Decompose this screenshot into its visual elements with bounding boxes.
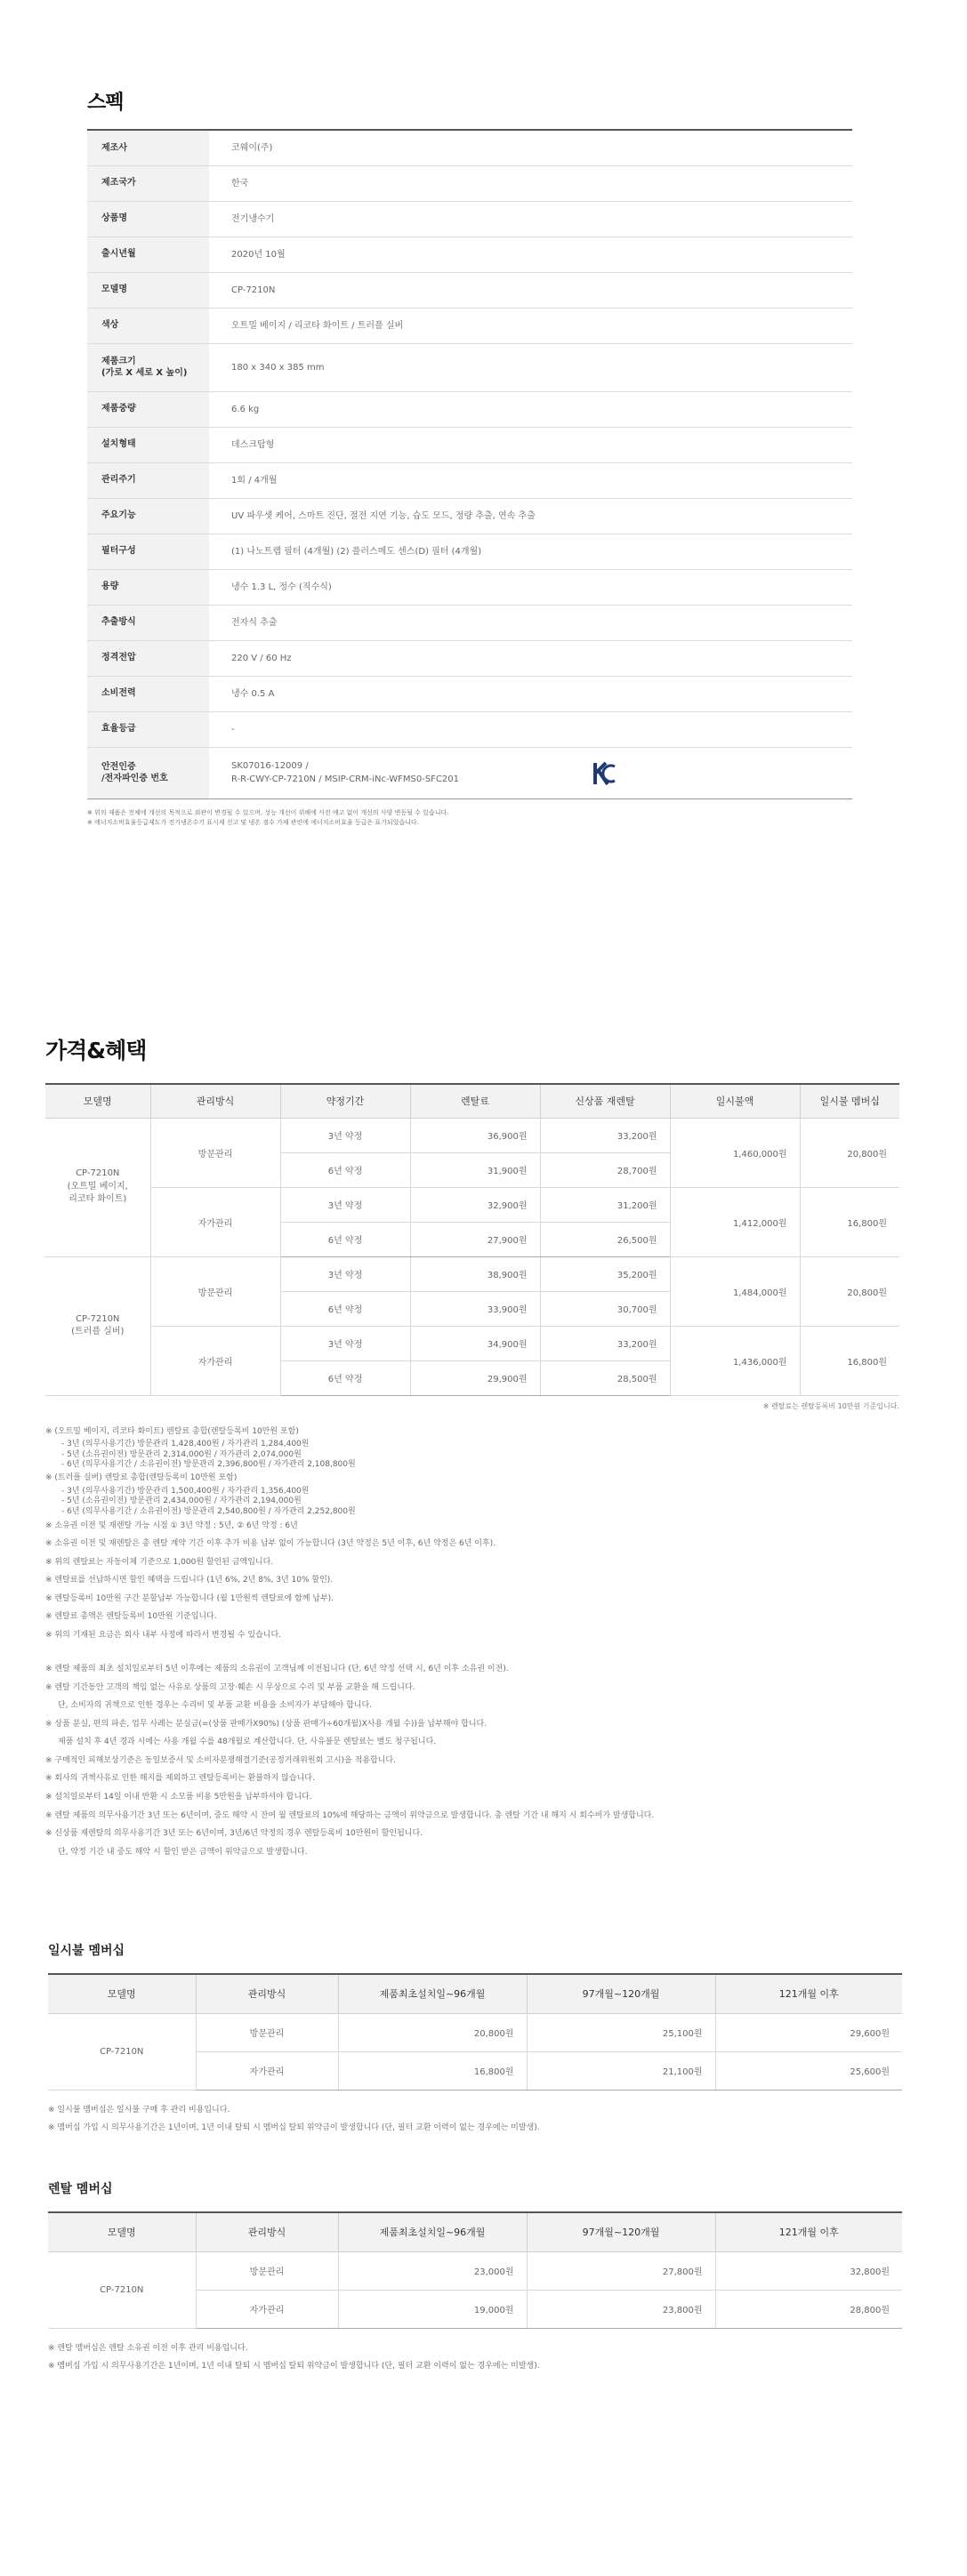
price-fee: 34,900원 xyxy=(410,1326,540,1360)
membership-method: 방문관리 xyxy=(196,2013,338,2051)
price-fee: 38,900원 xyxy=(410,1256,540,1291)
spec-label: 관리주기 xyxy=(87,462,209,498)
membership-header: 제품최초설치일~96개월 xyxy=(338,2212,527,2251)
spec-row xyxy=(87,391,852,427)
price-row xyxy=(45,1326,899,1360)
membership-note: ※ 멤버십 가입 시 의무사용기간은 1년이며, 1년 이내 탈퇴 시 멤버십 탈퇴 위약금이 발생합니다 (단, 필터 교환 이력이 없는 경우에는 미발생). xyxy=(48,2123,540,2133)
spec-value: 오트밀 베이지 / 리코타 화이트 / 트러플 실버 xyxy=(209,308,852,343)
spec-row xyxy=(87,343,852,391)
membership-price: 32,800원 xyxy=(715,2251,902,2290)
price-notes xyxy=(45,1424,899,1862)
price-rerental: 31,200원 xyxy=(540,1187,670,1222)
spec-value: 6.6 kg xyxy=(209,391,852,427)
membership-header: 97개월~120개월 xyxy=(527,2212,715,2251)
spec-value: 냉수 1.3 L, 정수 (직수식) xyxy=(209,569,852,605)
price-row xyxy=(45,1187,899,1222)
lump-membership-table xyxy=(48,1973,902,2090)
spec-value: 180 x 340 x 385 mm xyxy=(209,343,852,391)
spec-label: 효율등급 xyxy=(87,711,209,747)
price-note: ※ 렌탈료 총액은 렌탈등록비 10만원 기준입니다. xyxy=(45,1612,217,1622)
price-note: ※ 회사의 귀책사유로 인한 해지를 제외하고 렌탈등록비는 환불하지 않습니다. xyxy=(45,1774,315,1784)
price-rerental: 30,700원 xyxy=(540,1291,670,1326)
spec-row xyxy=(87,605,852,640)
spec-label: 주요기능 xyxy=(87,498,209,534)
spec-value: 냉수 0.5 A xyxy=(209,676,852,711)
price-header: 약정기간 xyxy=(280,1084,410,1118)
spec-section xyxy=(87,87,852,828)
price-note: ※ 렌탈등록비 10만원 구간 분할납부 가능합니다 (월 1만원씩 렌탈료에 함께 납부). xyxy=(45,1593,334,1603)
spec-value: 전기냉수기 xyxy=(209,201,852,237)
spec-row xyxy=(87,711,852,747)
spec-label: 추출방식 xyxy=(87,605,209,640)
price-rerental: 28,500원 xyxy=(540,1360,670,1395)
lump-membership-notes xyxy=(48,2101,902,2138)
rental-total-line: - 6년 (의무사용기간 / 소유권이전) 방문관리 2,540,800원 / 자가관리 2,252,800원 xyxy=(61,1506,356,1516)
price-header: 모델명 xyxy=(45,1084,150,1118)
price-note: ※ 렌탈 제품의 최초 설치일로부터 5년 이후에는 제품의 소유권이 고객님께 이전됩니다 (단, 6년 약정 선택 시, 6년 이후 소유권 이전). xyxy=(45,1665,509,1674)
spec-label: 출시년월 xyxy=(87,237,209,272)
spec-label: 제조사 xyxy=(87,130,209,165)
spec-value: 전자식 추출 xyxy=(209,605,852,640)
membership-row xyxy=(48,2251,902,2290)
spec-notes xyxy=(87,808,852,828)
lump-membership-section xyxy=(48,1941,902,2138)
price-model: CP-7210N (트러플 실버) xyxy=(45,1256,150,1395)
rental-membership-section xyxy=(48,2179,902,2376)
membership-price: 27,800원 xyxy=(527,2251,715,2290)
spec-row xyxy=(87,676,852,711)
spec-value: SK07016-12009 / R-R-CWY-CP-7210N / MSIP-CRM-iNc-WFMS0-SFC201 xyxy=(231,761,459,784)
spec-value: CP-7210N xyxy=(209,272,852,308)
price-term: 6년 약정 xyxy=(280,1222,410,1256)
price-note: ※ 렌탈 제품의 의무사용기간 3년 또는 6년이며, 중도 해약 시 잔여 월 렌탈료의 10%에 해당하는 금액이 위약금으로 발생합니다. 총 렌탈 기간 내 해지 시 회수비가 발생합니다. xyxy=(45,1810,655,1820)
membership-header: 관리방식 xyxy=(196,1974,338,2013)
price-membership: 16,800원 xyxy=(800,1326,899,1395)
lump-membership-title: 일시불 멤버십 xyxy=(48,1944,125,1958)
rental-total-line: - 6년 (의무사용기간 / 소유권이전) 방문관리 2,396,800원 / 자가관리 2,108,800원 xyxy=(61,1459,356,1469)
price-lump: 1,436,000원 xyxy=(670,1326,800,1395)
spec-row xyxy=(87,237,852,272)
spec-label: 설치형태 xyxy=(87,427,209,462)
price-rerental: 35,200원 xyxy=(540,1256,670,1291)
spec-note: ※ 위의 제품은 전체에 개선의 목적으로 외관이 변경될 수 있으며, 성능 개선이 위해에 사전 예고 없이 개선의 사양 변동될 수 있습니다. xyxy=(87,808,449,816)
rental-total-line: ※ (오트밀 베이지, 리코타 화이트) 렌탈료 총합(렌탈등록비 10만원 포함) xyxy=(45,1426,299,1436)
price-note: ※ 상품 분실, 편의 파손, 업무 사례는 분실금(=(상품 판매가X90%) (상품 판매가÷60개월)X사용 개월 수))을 납부해야 합니다. xyxy=(45,1719,488,1729)
membership-method: 자가관리 xyxy=(196,2290,338,2328)
membership-header: 제품최초설치일~96개월 xyxy=(338,1974,527,2013)
spec-label: 상품명 xyxy=(87,201,209,237)
price-membership: 20,800원 xyxy=(800,1118,899,1187)
membership-note: ※ 렌탈 멤버십은 렌탈 소유권 이전 이후 관리 비용입니다. xyxy=(48,2343,248,2353)
price-membership: 16,800원 xyxy=(800,1187,899,1256)
price-term: 3년 약정 xyxy=(280,1118,410,1152)
price-model: CP-7210N (오트밀 베이지, 리코타 화이트) xyxy=(45,1118,150,1256)
membership-method: 방문관리 xyxy=(196,2251,338,2290)
price-title: 가격&혜택 xyxy=(45,1038,147,1063)
spec-label: 제품중량 xyxy=(87,391,209,427)
spec-row xyxy=(87,462,852,498)
spec-label: 소비전력 xyxy=(87,676,209,711)
rental-membership-notes xyxy=(48,2339,902,2376)
spec-row xyxy=(87,201,852,237)
price-method: 방문관리 xyxy=(150,1118,280,1187)
rental-total-line: ※ (트러플 실버) 렌탈료 총합(렌탈등록비 10만원 포함) xyxy=(45,1473,238,1483)
spec-value: UV 파우셋 케어, 스마트 진단, 절전 지연 기능, 습도 모드, 정량 추출, 연속 추출 xyxy=(209,498,852,534)
spec-row xyxy=(87,308,852,343)
spec-value: 한국 xyxy=(209,165,852,201)
membership-price: 23,800원 xyxy=(527,2290,715,2328)
price-fee: 27,900원 xyxy=(410,1222,540,1256)
spec-label: 색상 xyxy=(87,308,209,343)
spec-row xyxy=(87,498,852,534)
price-method: 자가관리 xyxy=(150,1187,280,1256)
spec-note: ※ 에너지소비효율등급제도가 전기냉온수기 표시제 신고 및 냉온 점수 가제 관련에 에너지소비효율 등급은 표기되었습니다. xyxy=(87,818,419,826)
rental-total-note xyxy=(45,1424,899,1471)
price-note: ※ 신상품 재렌탈의 의무사용기간 3년 또는 6년이며, 3년/6년 약정의 경우 렌탈등록비 10만원이 할인됩니다. xyxy=(45,1829,423,1839)
price-fee: 29,900원 xyxy=(410,1360,540,1395)
membership-price: 29,600원 xyxy=(715,2013,902,2051)
price-fee: 31,900원 xyxy=(410,1152,540,1187)
price-table xyxy=(45,1083,899,1396)
membership-note: ※ 멤버십 가입 시 의무사용기간은 1년이며, 1년 이내 탈퇴 시 멤버십 탈퇴 위약금이 발생합니다 (단, 필터 교환 이력이 없는 경우에는 미발생). xyxy=(48,2362,540,2371)
price-header: 일시불액 xyxy=(670,1084,800,1118)
membership-price: 25,100원 xyxy=(527,2013,715,2051)
price-fee: 33,900원 xyxy=(410,1291,540,1326)
price-rerental: 33,200원 xyxy=(540,1118,670,1152)
kc-certification-icon xyxy=(592,760,616,787)
membership-header: 모델명 xyxy=(48,1974,196,2013)
price-lump: 1,412,000원 xyxy=(670,1187,800,1256)
spec-row xyxy=(87,747,852,798)
price-term: 6년 약정 xyxy=(280,1291,410,1326)
rental-total-line: - 3년 (의무사용기간) 방문관리 1,500,400원 / 자가관리 1,356,400원 xyxy=(61,1487,310,1497)
spec-value: 1회 / 4개월 xyxy=(209,462,852,498)
spec-value: 2020년 10월 xyxy=(209,237,852,272)
spec-value: (1) 나노트랩 필터 (4개월) (2) 플러스메도 센스(D) 필터 (4개월) xyxy=(209,534,852,569)
price-note: ※ 소유권 이전 및 재렌탈 가능 시점 ① 3년 약정 : 5년, ② 6년 약정 : 6년 xyxy=(45,1521,298,1530)
spec-row xyxy=(87,130,852,165)
price-note: ※ 소유권 이전 및 재렌탈은 총 렌탈 계약 기간 이후 추가 비용 납부 없이 가능합니다 (3년 약정은 5년 이후, 6년 약정은 6년 이후). xyxy=(45,1539,496,1549)
spec-row xyxy=(87,427,852,462)
membership-price: 19,000원 xyxy=(338,2290,527,2328)
price-note: ※ 위의 렌탈료는 자동이체 기준으로 1,000원 할인된 금액입니다. xyxy=(45,1557,274,1567)
membership-header: 121개월 이후 xyxy=(715,1974,902,2013)
spec-row xyxy=(87,272,852,308)
price-note: 제품 설치 후 4년 경과 시에는 사용 개월 수를 48개월로 계산합니다. 단, 사유불문 렌탈료는 별도 청구됩니다. xyxy=(58,1737,437,1747)
price-rerental: 33,200원 xyxy=(540,1326,670,1360)
price-note: ※ 설치일로부터 14일 이내 반환 시 소모품 비용 5만원을 납부하셔야 합니다. xyxy=(45,1793,312,1802)
membership-price: 23,000원 xyxy=(338,2251,527,2290)
price-note: 단, 소비자의 귀책으로 인한 경우는 수리비 및 부품 교환 비용을 소비자가 부담해야 합니다. xyxy=(58,1701,373,1711)
price-fee: 32,900원 xyxy=(410,1187,540,1222)
price-note: ※ 위의 기재된 요금은 회사 내부 사정에 따라서 변경될 수 있습니다. xyxy=(45,1630,282,1640)
price-membership: 20,800원 xyxy=(800,1256,899,1326)
price-method: 자가관리 xyxy=(150,1326,280,1395)
price-section xyxy=(45,1033,899,1861)
spec-value: 코웨이(주) xyxy=(209,130,852,165)
spec-label: 제조국가 xyxy=(87,165,209,201)
price-header: 일시불 멤버십 xyxy=(800,1084,899,1118)
price-rerental: 26,500원 xyxy=(540,1222,670,1256)
price-term: 3년 약정 xyxy=(280,1187,410,1222)
spec-label: 제품크기 (가로 X 세로 X 높이) xyxy=(87,343,209,391)
membership-header: 121개월 이후 xyxy=(715,2212,902,2251)
membership-note: ※ 일시불 멤버십은 일시불 구매 후 관리 비용입니다. xyxy=(48,2105,230,2115)
membership-method: 자가관리 xyxy=(196,2051,338,2090)
rental-total-note xyxy=(45,1470,899,1517)
price-rerental: 28,700원 xyxy=(540,1152,670,1187)
price-term: 6년 약정 xyxy=(280,1360,410,1395)
spec-label: 안전인증 /전자파인증 번호 xyxy=(87,747,209,798)
price-note: ※ 렌탈 기간동안 고객의 책임 없는 사유로 상품의 고장·훼손 시 무상으로 수리 및 부품 교환을 해 드립니다. xyxy=(45,1682,415,1692)
price-row xyxy=(45,1256,899,1291)
price-row xyxy=(45,1118,899,1152)
price-fee: 36,900원 xyxy=(410,1118,540,1152)
spec-value: - xyxy=(209,711,852,747)
membership-price: 20,800원 xyxy=(338,2013,527,2051)
price-header: 신상품 재렌탈 xyxy=(540,1084,670,1118)
spec-label: 정격전압 xyxy=(87,640,209,676)
spec-value: 220 V / 60 Hz xyxy=(209,640,852,676)
rental-membership-table xyxy=(48,2211,902,2329)
rental-total-line: - 5년 (소유권이전) 방문관리 2,314,000원 / 자가관리 2,074,000원 xyxy=(61,1449,302,1459)
rental-membership-title: 렌탈 멤버십 xyxy=(48,2182,113,2196)
price-note: ※ 렌탈료를 선납하시면 할인 혜택을 드립니다 (1년 6%, 2년 8%, 3년 10% 할인). xyxy=(45,1576,334,1585)
rental-total-line: - 3년 (의무사용기간) 방문관리 1,428,400원 / 자가관리 1,284,400원 xyxy=(61,1440,310,1449)
spec-label: 필터구성 xyxy=(87,534,209,569)
price-header: 렌탈료 xyxy=(410,1084,540,1118)
price-lump: 1,460,000원 xyxy=(670,1118,800,1187)
spec-row xyxy=(87,165,852,201)
spacer xyxy=(45,1644,899,1660)
price-note: 단, 약정 기간 내 중도 해약 시 할인 받은 금액이 위약금으로 발생합니다. xyxy=(58,1847,308,1857)
spec-row xyxy=(87,569,852,605)
membership-price: 21,100원 xyxy=(527,2051,715,2090)
spec-label: 용량 xyxy=(87,569,209,605)
membership-header: 모델명 xyxy=(48,2212,196,2251)
price-term: 3년 약정 xyxy=(280,1256,410,1291)
spec-table xyxy=(87,129,852,799)
spec-row xyxy=(87,640,852,676)
rental-fee-note: ※ 렌탈료는 렌탈등록비 10만원 기준입니다. xyxy=(762,1401,899,1410)
spec-value-cell xyxy=(209,747,852,798)
membership-header: 97개월~120개월 xyxy=(527,1974,715,2013)
spec-label: 모델명 xyxy=(87,272,209,308)
price-header: 관리방식 xyxy=(150,1084,280,1118)
price-term: 3년 약정 xyxy=(280,1326,410,1360)
spec-title: 스펙 xyxy=(87,92,124,114)
membership-price: 16,800원 xyxy=(338,2051,527,2090)
membership-model: CP-7210N xyxy=(48,2251,196,2328)
membership-header: 관리방식 xyxy=(196,2212,338,2251)
rental-total-line: - 5년 (소유권이전) 방문관리 2,434,000원 / 자가관리 2,194,000원 xyxy=(61,1497,302,1506)
price-method: 방문관리 xyxy=(150,1256,280,1326)
membership-price: 25,600원 xyxy=(715,2051,902,2090)
spec-row xyxy=(87,534,852,569)
membership-row xyxy=(48,2013,902,2051)
price-term: 6년 약정 xyxy=(280,1152,410,1187)
spec-value: 데스크탑형 xyxy=(209,427,852,462)
price-lump: 1,484,000원 xyxy=(670,1256,800,1326)
price-note: ※ 구매적인 피해보상기준은 동일보증서 및 소비자분쟁해결기준(공정거래위원회 고시)을 적용합니다. xyxy=(45,1755,396,1765)
membership-price: 28,800원 xyxy=(715,2290,902,2328)
membership-model: CP-7210N xyxy=(48,2013,196,2090)
